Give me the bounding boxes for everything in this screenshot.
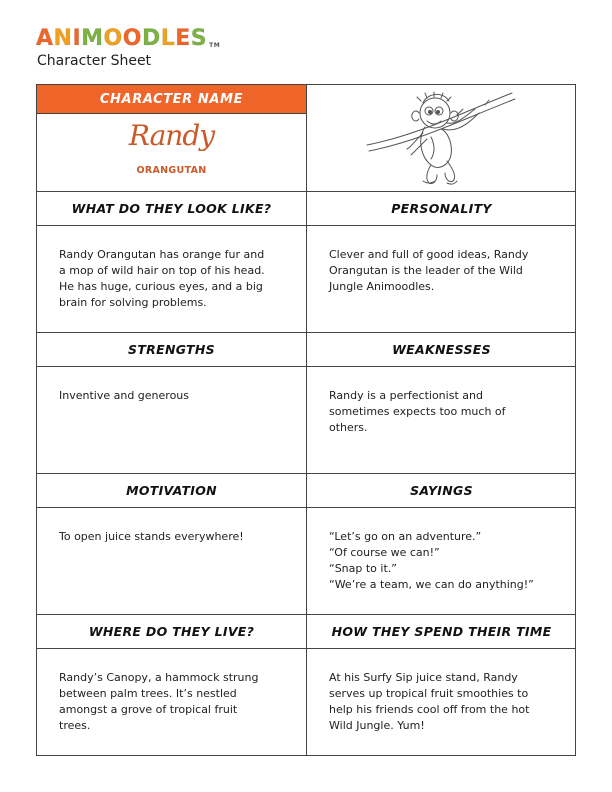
personality-heading: PERSONALITY xyxy=(391,201,492,216)
row-divider xyxy=(37,648,575,649)
time-heading: HOW THEY SPEND THEIR TIME xyxy=(331,624,552,639)
text-line: Orangutan is the leader of the Wild xyxy=(329,264,523,277)
page-subtitle: Character Sheet xyxy=(37,53,152,69)
text-line: He has huge, curious eyes, and a big xyxy=(59,280,263,293)
text-line: brain for solving problems. xyxy=(59,296,207,309)
character-name-header: CHARACTER NAME xyxy=(37,85,306,113)
text-line: Randy is a perfectionist and xyxy=(329,389,483,402)
text-line: At his Surfy Sip juice stand, Randy xyxy=(329,671,518,684)
row-divider xyxy=(37,113,306,114)
text-line: between palm trees. It’s nestled xyxy=(59,687,237,700)
character-species: ORANGUTAN xyxy=(136,165,207,176)
text-line: amongst a grove of tropical fruit xyxy=(59,703,238,716)
live-heading: WHERE DO THEY LIVE? xyxy=(88,624,255,639)
sayings-heading: SAYINGS xyxy=(410,483,473,498)
text-line: a mop of wild hair on top of his head. xyxy=(59,264,265,277)
strengths-text xyxy=(37,388,306,404)
motivation-heading: MOTIVATION xyxy=(126,483,217,498)
row-divider xyxy=(37,225,575,226)
logo-letter: O xyxy=(103,26,123,51)
sayings-text xyxy=(307,529,576,593)
logo-letter: M xyxy=(81,26,104,51)
text-line: Clever and full of good ideas, Randy xyxy=(329,248,529,261)
weaknesses-text xyxy=(307,388,576,436)
logo-letter: E xyxy=(175,26,191,51)
text-line: sometimes expects too much of xyxy=(329,405,506,418)
orangutan-sketch-illustration xyxy=(307,85,575,191)
character-sheet-grid xyxy=(36,84,576,756)
text-line: serves up tropical fruit smoothies to xyxy=(329,687,529,700)
text-line: Randy Orangutan has orange fur and xyxy=(59,248,265,261)
text-line: “Of course we can!” xyxy=(329,546,440,559)
character-name: Randy xyxy=(128,119,215,152)
logo-letter: S xyxy=(190,26,208,51)
text-line: Wild Jungle. Yum! xyxy=(329,719,425,732)
look-heading: WHAT DO THEY LOOK LIKE? xyxy=(71,201,272,216)
text-line: others. xyxy=(329,421,368,434)
time-text xyxy=(307,670,576,734)
strengths-heading: STRENGTHS xyxy=(128,342,215,357)
look-text xyxy=(37,247,306,311)
text-line: trees. xyxy=(59,719,91,732)
text-line: Jungle Animoodles. xyxy=(329,280,435,293)
logo-letter: A xyxy=(36,26,54,51)
logo-letter: D xyxy=(141,26,161,51)
logo-letter: I xyxy=(72,26,82,51)
animoodles-logo xyxy=(36,27,220,51)
logo-letter: L xyxy=(160,26,176,51)
row-divider xyxy=(37,366,575,367)
trademark-mark: TM xyxy=(209,42,221,49)
logo-letter: N xyxy=(53,26,73,51)
text-line: help his friends cool off from the hot xyxy=(329,703,530,716)
row-divider xyxy=(37,507,575,508)
text-line: Inventive and generous xyxy=(59,389,190,402)
logo-letter: O xyxy=(122,26,142,51)
text-line: “Snap to it.” xyxy=(329,562,397,575)
weaknesses-heading: WEAKNESSES xyxy=(392,342,491,357)
personality-text xyxy=(307,247,576,295)
live-text xyxy=(37,670,306,734)
text-line: To open juice stands everywhere! xyxy=(59,530,244,543)
motivation-text xyxy=(37,529,306,545)
text-line: “Let’s go on an adventure.” xyxy=(329,530,482,543)
text-line: Randy’s Canopy, a hammock strung xyxy=(59,671,259,684)
text-line: “We’re a team, we can do anything!” xyxy=(329,578,534,591)
